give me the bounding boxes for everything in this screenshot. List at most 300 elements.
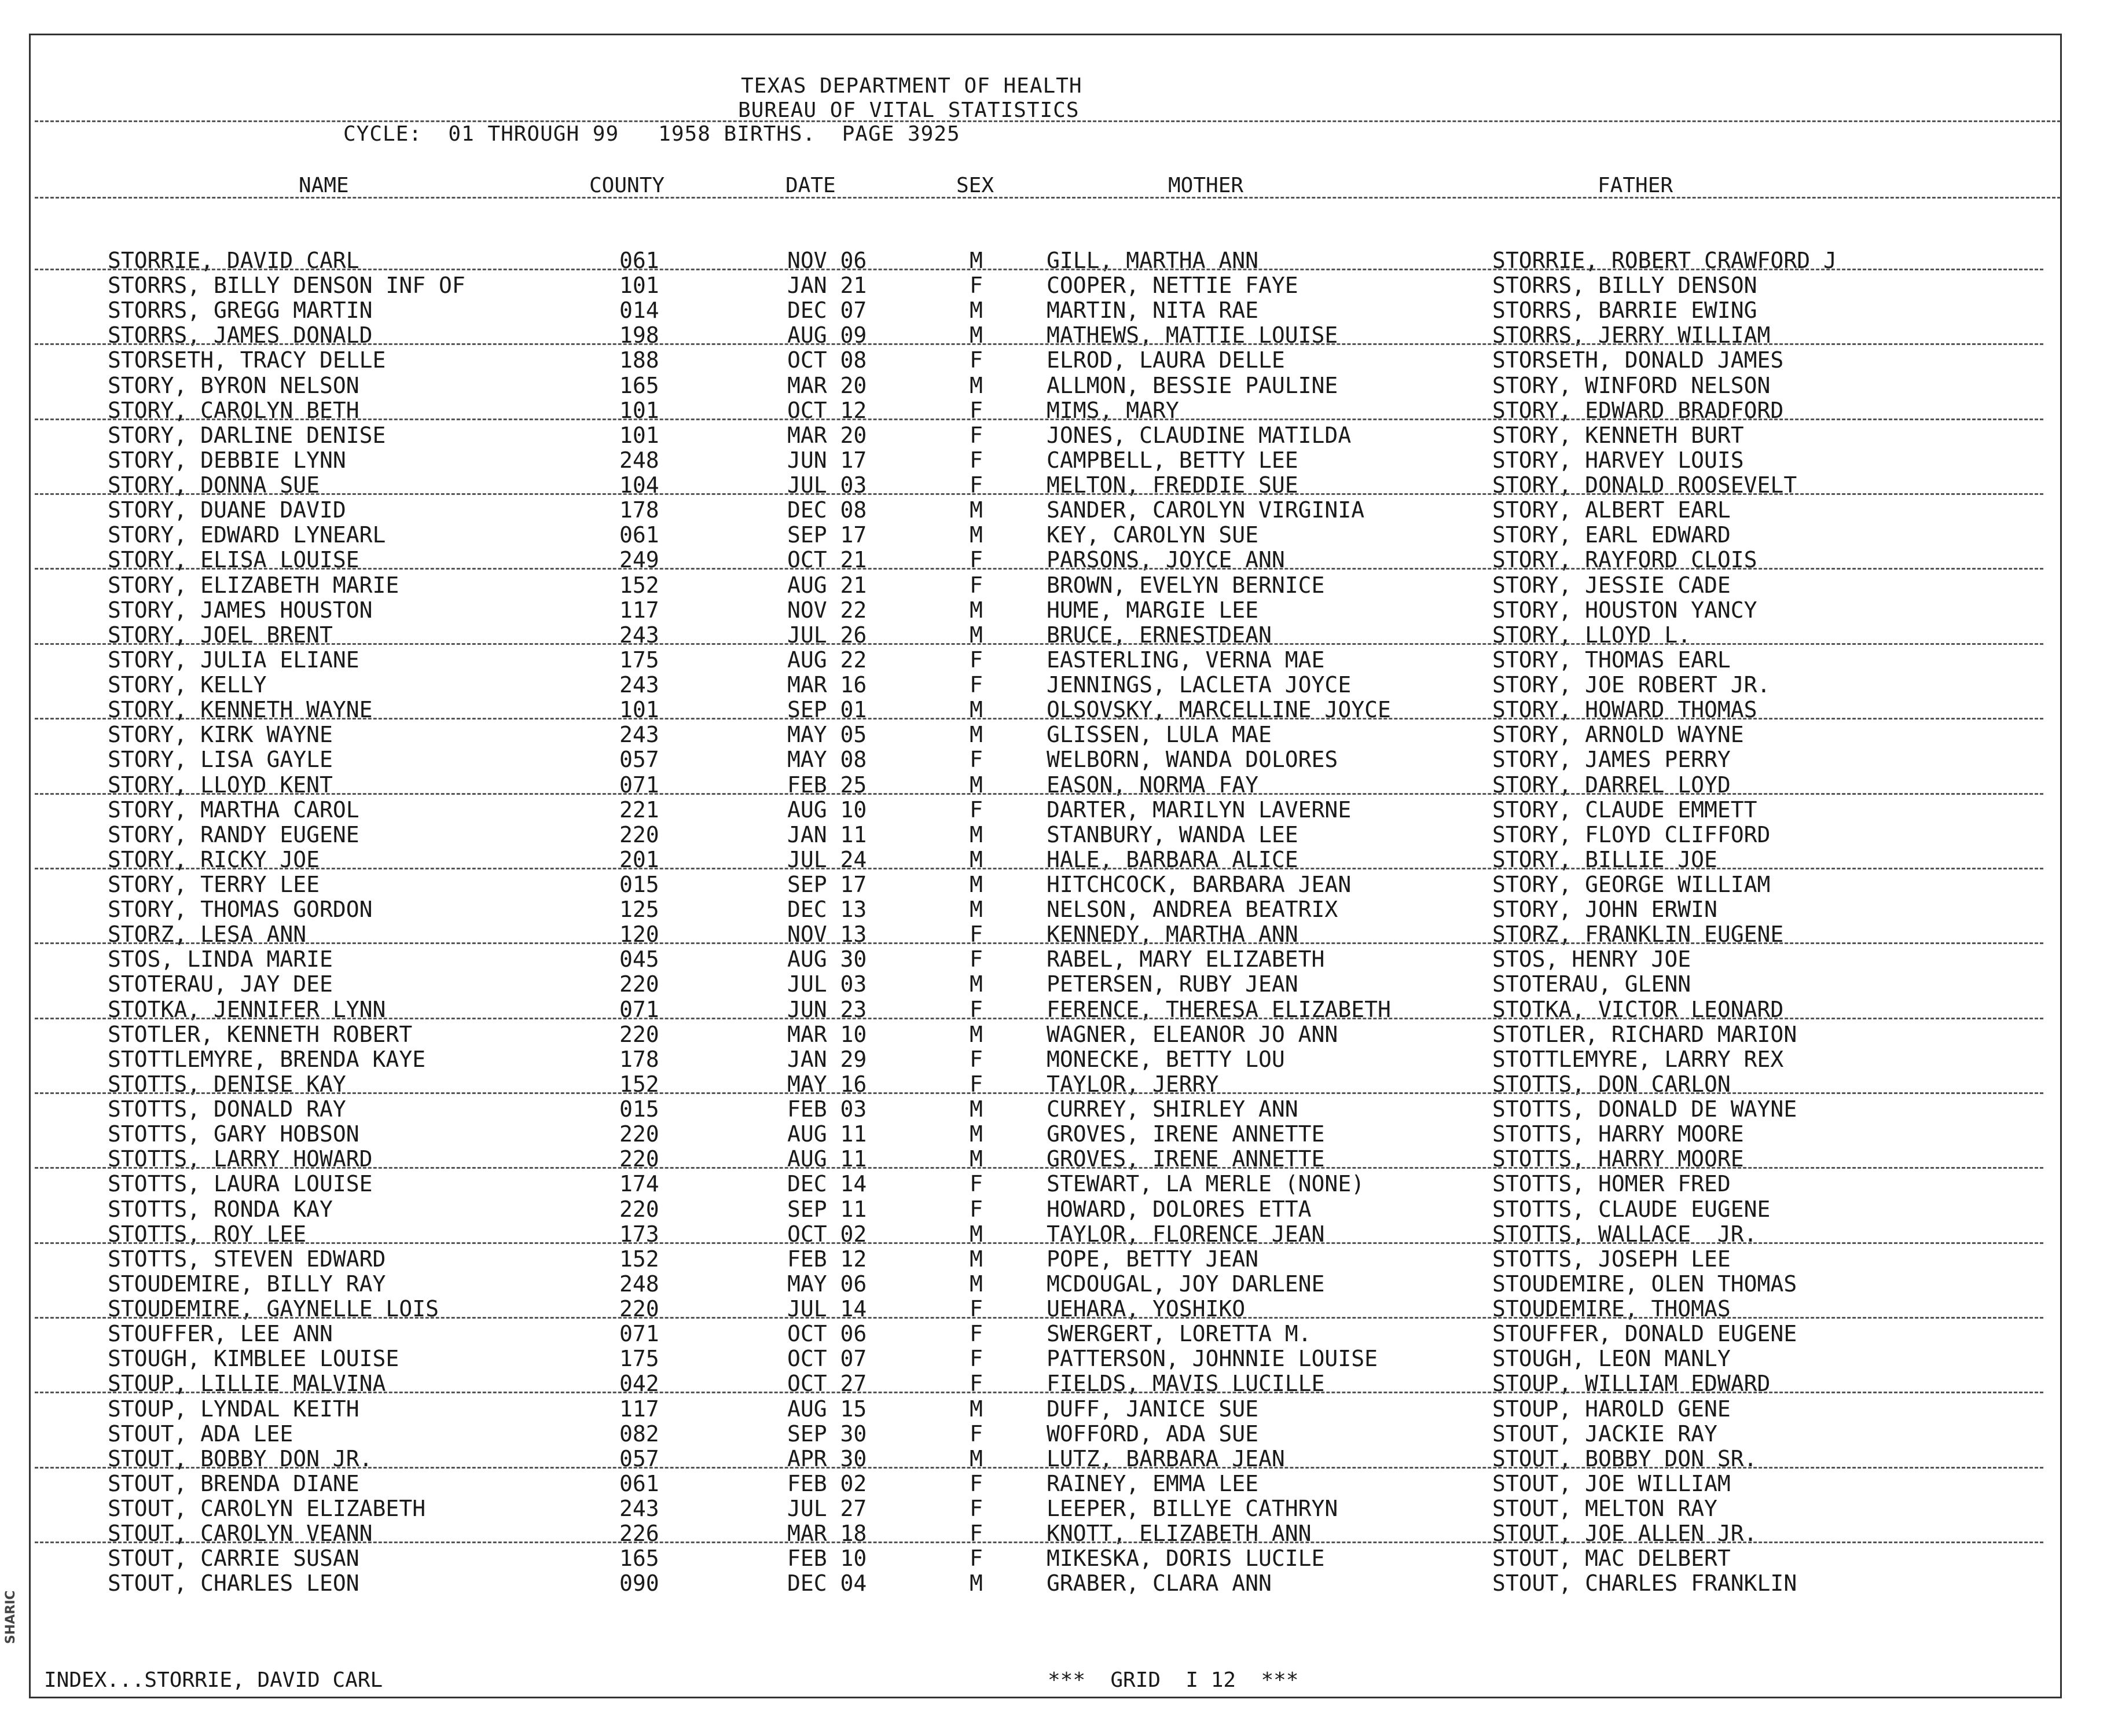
cell-name: STORY, RICKY JOE [108, 846, 320, 872]
cell-name: STOUT, CARRIE SUSAN [108, 1546, 359, 1572]
cell-date: FEB 10 [787, 1546, 867, 1572]
cell-sex: M [970, 622, 983, 648]
cell-name: STORY, ELIZABETH MARIE [108, 572, 399, 598]
cell-sex: F [970, 1371, 983, 1397]
cell-father: STOTTS, CLAUDE EUGENE [1492, 1196, 1771, 1222]
cell-sex: M [970, 846, 983, 872]
cell-county: 220 [619, 1146, 659, 1172]
cell-father: STORY, GEORGE WILLIAM [1492, 872, 1771, 897]
cell-father: STORY, THOMAS EARL [1492, 647, 1731, 673]
cell-father: STORY, KENNETH BURT [1492, 422, 1744, 448]
cell-sex: F [970, 1521, 983, 1547]
cell-mother: WELBORN, WANDA DOLORES [1047, 747, 1338, 773]
cell-county: 152 [619, 1246, 659, 1272]
cell-county: 198 [619, 322, 659, 348]
cell-date: JAN 21 [787, 273, 867, 299]
cell-date: SEP 30 [787, 1421, 867, 1447]
cell-sex: M [970, 872, 983, 897]
cell-father: STOUFFER, DONALD EUGENE [1492, 1321, 1797, 1347]
cell-date: OCT 07 [787, 1346, 867, 1372]
cell-father: STOUT, MAC DELBERT [1492, 1546, 1731, 1572]
cell-mother: JONES, CLAUDINE MATILDA [1047, 422, 1352, 448]
cell-county: 220 [619, 971, 659, 997]
cell-sex: F [970, 1470, 983, 1496]
cell-date: JUL 14 [787, 1296, 867, 1322]
cell-name: STORY, JOEL BRENT [108, 622, 333, 648]
cell-name: STORY, MARTHA CAROL [108, 797, 359, 823]
cell-sex: M [970, 722, 983, 748]
cell-mother: HUME, MARGIE LEE [1047, 597, 1259, 623]
cell-father: STOTTS, DON CARLON [1492, 1071, 1731, 1097]
cell-father: STOTTS, HARRY MOORE [1492, 1121, 1744, 1147]
cell-sex: F [970, 996, 983, 1022]
cell-mother: GROVES, IRENE ANNETTE [1047, 1146, 1325, 1172]
cell-date: NOV 06 [787, 248, 867, 273]
cell-sex: F [970, 572, 983, 598]
cell-sex: F [970, 946, 983, 972]
cell-father: STOTTS, JOSEPH LEE [1492, 1246, 1731, 1272]
cell-father: STORY, JOE ROBERT JR. [1492, 672, 1771, 698]
cell-name: STOUDEMIRE, BILLY RAY [108, 1271, 386, 1297]
cell-sex: M [970, 971, 983, 997]
cell-county: 090 [619, 1570, 659, 1596]
cell-name: STOUT, BRENDA DIANE [108, 1470, 359, 1496]
cell-name: STORRS, BILLY DENSON INF OF [108, 273, 465, 299]
cell-county: 057 [619, 1445, 659, 1471]
cell-name: STORY, TERRY LEE [108, 872, 320, 897]
cell-date: JUL 24 [787, 846, 867, 872]
cell-father: STORY, RAYFORD CLOIS [1492, 547, 1757, 573]
cell-name: STOTTS, LARRY HOWARD [108, 1146, 373, 1172]
cell-date: MAR 18 [787, 1521, 867, 1547]
cell-county: 061 [619, 248, 659, 273]
cell-name: STORRIE, DAVID CARL [108, 248, 359, 273]
cell-sex: M [970, 897, 983, 923]
cell-county: 014 [619, 298, 659, 324]
cell-father: STORY, JOHN ERWIN [1492, 897, 1717, 923]
cell-county: 174 [619, 1171, 659, 1197]
cell-date: JUL 26 [787, 622, 867, 648]
cell-mother: TAYLOR, JERRY [1047, 1071, 1219, 1097]
cell-mother: KNOTT, ELIZABETH ANN [1047, 1521, 1312, 1547]
cell-name: STORSETH, TRACY DELLE [108, 347, 386, 373]
cell-sex: F [970, 1171, 983, 1197]
cell-county: 101 [619, 273, 659, 299]
cell-date: DEC 07 [787, 298, 867, 324]
cell-father: STORRS, JERRY WILLIAM [1492, 322, 1771, 348]
cell-name: STORY, JAMES HOUSTON [108, 597, 373, 623]
cell-sex: M [970, 597, 983, 623]
cell-mother: STEWART, LA MERLE (NONE) [1047, 1171, 1365, 1197]
cell-mother: PARSONS, JOYCE ANN [1047, 547, 1285, 573]
cell-date: NOV 13 [787, 922, 867, 948]
cell-date: AUG 11 [787, 1146, 867, 1172]
cell-name: STORY, EDWARD LYNEARL [108, 522, 386, 548]
cell-mother: MARTIN, NITA RAE [1047, 298, 1259, 324]
cell-county: 125 [619, 897, 659, 923]
cell-mother: DARTER, MARILYN LAVERNE [1047, 797, 1352, 823]
cell-date: OCT 06 [787, 1321, 867, 1347]
cell-mother: BRUCE, ERNESTDEAN [1047, 622, 1272, 648]
cell-father: STOTTLEMYRE, LARRY REX [1492, 1046, 1784, 1072]
cell-mother: HALE, BARBARA ALICE [1047, 846, 1298, 872]
cell-date: AUG 10 [787, 797, 867, 823]
cell-name: STORY, BYRON NELSON [108, 372, 359, 398]
cell-name: STORY, CAROLYN BETH [108, 397, 359, 423]
cell-county: 178 [619, 497, 659, 523]
cell-father: STOTTS, HARRY MOORE [1492, 1146, 1744, 1172]
cell-mother: SANDER, CAROLYN VIRGINIA [1047, 497, 1365, 523]
cell-father: STORY, CLAUDE EMMETT [1492, 797, 1757, 823]
cell-county: 104 [619, 472, 659, 498]
cell-mother: EASON, NORMA FAY [1047, 772, 1259, 798]
cell-sex: M [970, 821, 983, 847]
col-header-mother: MOTHER [1168, 174, 1244, 197]
cell-county: 221 [619, 797, 659, 823]
cell-father: STOUT, CHARLES FRANKLIN [1492, 1570, 1797, 1596]
header-line-2: BUREAU OF VITAL STATISTICS [738, 98, 1080, 122]
cell-name: STOUP, LILLIE MALVINA [108, 1371, 386, 1397]
cell-mother: HITCHCOCK, BARBARA JEAN [1047, 872, 1352, 897]
cell-sex: M [970, 248, 983, 273]
cell-father: STORY, LLOYD L. [1492, 622, 1691, 648]
cell-date: MAR 16 [787, 672, 867, 698]
cell-date: AUG 15 [787, 1396, 867, 1422]
cell-sex: M [970, 697, 983, 723]
cell-mother: MIMS, MARY [1047, 397, 1179, 423]
cell-mother: KEY, CAROLYN SUE [1047, 522, 1259, 548]
cell-name: STORRS, GREGG MARTIN [108, 298, 373, 324]
cell-mother: STANBURY, WANDA LEE [1047, 821, 1298, 847]
cell-mother: LEEPER, BILLYE CATHRYN [1047, 1496, 1338, 1521]
cell-county: 243 [619, 622, 659, 648]
cell-name: STOTTS, ROY LEE [108, 1221, 307, 1247]
cell-sex: F [970, 422, 983, 448]
cell-mother: BROWN, EVELYN BERNICE [1047, 572, 1325, 598]
cell-father: STOUP, WILLIAM EDWARD [1492, 1371, 1771, 1397]
cell-county: 220 [619, 1296, 659, 1322]
cell-date: AUG 09 [787, 322, 867, 348]
cell-date: JUL 03 [787, 971, 867, 997]
cell-father: STORY, EARL EDWARD [1492, 522, 1731, 548]
cell-mother: WAGNER, ELEANOR JO ANN [1047, 1021, 1338, 1047]
cell-county: 015 [619, 1096, 659, 1122]
cell-father: STORY, FLOYD CLIFFORD [1492, 821, 1771, 847]
cell-sex: M [970, 1021, 983, 1047]
cell-date: JUL 03 [787, 472, 867, 498]
cell-father: STORY, DARREL LOYD [1492, 772, 1731, 798]
cell-county: 045 [619, 946, 659, 972]
cell-date: JAN 11 [787, 821, 867, 847]
cell-name: STORY, KIRK WAYNE [108, 722, 333, 748]
cell-sex: F [970, 1321, 983, 1347]
cell-county: 071 [619, 772, 659, 798]
header-rule [35, 120, 2061, 122]
cell-date: SEP 11 [787, 1196, 867, 1222]
cell-name: STOUT, CHARLES LEON [108, 1570, 359, 1596]
cell-name: STORY, JULIA ELIANE [108, 647, 359, 673]
cell-mother: MONECKE, BETTY LOU [1047, 1046, 1285, 1072]
cell-father: STOTERAU, GLENN [1492, 971, 1691, 997]
cell-sex: F [970, 1346, 983, 1372]
cell-date: MAR 10 [787, 1021, 867, 1047]
cell-county: 117 [619, 597, 659, 623]
cell-mother: POPE, BETTY JEAN [1047, 1246, 1259, 1272]
cell-sex: F [970, 547, 983, 573]
cell-mother: GRABER, CLARA ANN [1047, 1570, 1272, 1596]
cell-mother: HOWARD, DOLORES ETTA [1047, 1196, 1312, 1222]
cell-mother: EASTERLING, VERNA MAE [1047, 647, 1325, 673]
cell-sex: M [970, 322, 983, 348]
cell-sex: M [970, 1146, 983, 1172]
cell-father: STOUP, HAROLD GENE [1492, 1396, 1731, 1422]
cell-name: STOTTS, STEVEN EDWARD [108, 1246, 386, 1272]
cell-sex: F [970, 1196, 983, 1222]
cell-sex: M [970, 1445, 983, 1471]
cell-date: DEC 13 [787, 897, 867, 923]
cell-date: MAR 20 [787, 372, 867, 398]
cell-county: 071 [619, 1321, 659, 1347]
cell-date: DEC 08 [787, 497, 867, 523]
cell-county: 175 [619, 1346, 659, 1372]
cell-father: STORZ, FRANKLIN EUGENE [1492, 922, 1784, 948]
cell-sex: M [970, 772, 983, 798]
cell-name: STOS, LINDA MARIE [108, 946, 333, 972]
cell-date: JUN 23 [787, 996, 867, 1022]
cell-county: 201 [619, 846, 659, 872]
cell-mother: RAINEY, EMMA LEE [1047, 1470, 1259, 1496]
cell-mother: MELTON, FREDDIE SUE [1047, 472, 1298, 498]
cell-date: SEP 17 [787, 872, 867, 897]
cell-county: 101 [619, 697, 659, 723]
cell-date: JUL 27 [787, 1496, 867, 1521]
cell-father: STORY, ARNOLD WAYNE [1492, 722, 1744, 748]
cell-name: STOUT, BOBBY DON JR. [108, 1445, 373, 1471]
cell-county: 220 [619, 821, 659, 847]
cell-county: 165 [619, 372, 659, 398]
cell-mother: OLSOVSKY, MARCELLINE JOYCE [1047, 697, 1391, 723]
cell-name: STORY, RANDY EUGENE [108, 821, 359, 847]
cell-sex: F [970, 922, 983, 948]
cell-name: STOUDEMIRE, GAYNELLE LOIS [108, 1296, 439, 1322]
cell-county: 082 [619, 1421, 659, 1447]
footer-index: INDEX...STORRIE, DAVID CARL [44, 1668, 383, 1692]
cell-name: STOTTS, GARY HOBSON [108, 1121, 359, 1147]
cell-name: STORZ, LESA ANN [108, 922, 307, 948]
cell-sex: M [970, 298, 983, 324]
cell-county: 120 [619, 922, 659, 948]
cell-sex: F [970, 1046, 983, 1072]
cell-date: AUG 22 [787, 647, 867, 673]
cell-mother: PATTERSON, JOHNNIE LOUISE [1047, 1346, 1378, 1372]
cell-name: STOTTLEMYRE, BRENDA KAYE [108, 1046, 426, 1072]
cell-date: MAY 05 [787, 722, 867, 748]
cell-name: STORY, THOMAS GORDON [108, 897, 373, 923]
cell-sex: F [970, 1296, 983, 1322]
cell-county: 188 [619, 347, 659, 373]
cell-name: STORRS, JAMES DONALD [108, 322, 373, 348]
cell-county: 152 [619, 572, 659, 598]
cell-father: STOUDEMIRE, OLEN THOMAS [1492, 1271, 1797, 1297]
cell-father: STORRS, BARRIE EWING [1492, 298, 1757, 324]
cell-county: 243 [619, 722, 659, 748]
cell-mother: GLISSEN, LULA MAE [1047, 722, 1272, 748]
cell-sex: M [970, 372, 983, 398]
cell-sex: F [970, 397, 983, 423]
cell-mother: PETERSEN, RUBY JEAN [1047, 971, 1298, 997]
cell-father: STORY, DONALD ROOSEVELT [1492, 472, 1797, 498]
cell-mother: ALLMON, BESSIE PAULINE [1047, 372, 1338, 398]
col-header-sex: SEX [956, 174, 994, 197]
cell-father: STOTTS, HOMER FRED [1492, 1171, 1731, 1197]
cell-sex: M [970, 1396, 983, 1422]
cell-name: STOTTS, LAURA LOUISE [108, 1171, 373, 1197]
cell-date: AUG 11 [787, 1121, 867, 1147]
cell-date: NOV 22 [787, 597, 867, 623]
cell-date: FEB 02 [787, 1470, 867, 1496]
cell-name: STORY, DONNA SUE [108, 472, 320, 498]
cell-father: STOUT, JOE ALLEN JR. [1492, 1521, 1757, 1547]
cell-county: 175 [619, 647, 659, 673]
cell-mother: SWERGERT, LORETTA M. [1047, 1321, 1312, 1347]
cell-date: AUG 21 [787, 572, 867, 598]
cell-father: STOUT, JOE WILLIAM [1492, 1470, 1731, 1496]
cell-mother: GILL, MARTHA ANN [1047, 248, 1259, 273]
cell-father: STORRIE, ROBERT CRAWFORD J [1492, 248, 1837, 273]
cell-father: STOTTS, DONALD DE WAYNE [1492, 1096, 1797, 1122]
cell-date: FEB 12 [787, 1246, 867, 1272]
cell-date: JAN 29 [787, 1046, 867, 1072]
cell-mother: WOFFORD, ADA SUE [1047, 1421, 1259, 1447]
cell-father: STOS, HENRY JOE [1492, 946, 1691, 972]
col-header-name: NAME [299, 174, 349, 197]
cell-name: STOTLER, KENNETH ROBERT [108, 1021, 413, 1047]
cell-sex: F [970, 1546, 983, 1572]
cell-sex: M [970, 1121, 983, 1147]
cell-name: STOTKA, JENNIFER LYNN [108, 996, 386, 1022]
cell-father: STOTTS, WALLACE JR. [1492, 1221, 1757, 1247]
header-line-1: TEXAS DEPARTMENT OF HEALTH [741, 74, 1082, 98]
cell-sex: F [970, 647, 983, 673]
col-header-father: FATHER [1598, 174, 1673, 197]
cell-sex: F [970, 273, 983, 299]
cell-mother: CAMPBELL, BETTY LEE [1047, 447, 1298, 473]
cell-date: FEB 03 [787, 1096, 867, 1122]
cell-name: STORY, DARLINE DENISE [108, 422, 386, 448]
cell-mother: NELSON, ANDREA BEATRIX [1047, 897, 1338, 923]
header-line-3: CYCLE: 01 THROUGH 99 1958 BIRTHS. PAGE 3925 [343, 122, 960, 146]
cell-date: AUG 30 [787, 946, 867, 972]
cell-date: OCT 27 [787, 1371, 867, 1397]
side-label: SHARIC [3, 1590, 18, 1644]
cell-date: MAY 06 [787, 1271, 867, 1297]
cell-father: STOUT, MELTON RAY [1492, 1496, 1717, 1521]
cell-mother: MATHEWS, MATTIE LOUISE [1047, 322, 1338, 348]
cell-county: 249 [619, 547, 659, 573]
cell-county: 061 [619, 522, 659, 548]
cell-date: FEB 25 [787, 772, 867, 798]
cell-mother: MIKESKA, DORIS LUCILE [1047, 1546, 1325, 1572]
cell-county: 071 [619, 996, 659, 1022]
cell-sex: F [970, 1421, 983, 1447]
cell-date: JUN 17 [787, 447, 867, 473]
cell-sex: M [970, 1570, 983, 1596]
cell-date: MAY 16 [787, 1071, 867, 1097]
cell-sex: M [970, 522, 983, 548]
cell-name: STOUGH, KIMBLEE LOUISE [108, 1346, 399, 1372]
cell-father: STORY, HARVEY LOUIS [1492, 447, 1744, 473]
cell-county: 015 [619, 872, 659, 897]
cell-father: STORY, HOWARD THOMAS [1492, 697, 1757, 723]
cell-name: STOUP, LYNDAL KEITH [108, 1396, 359, 1422]
cell-father: STORY, JAMES PERRY [1492, 747, 1731, 773]
cell-father: STORY, HOUSTON YANCY [1492, 597, 1757, 623]
cell-mother: CURREY, SHIRLEY ANN [1047, 1096, 1298, 1122]
cell-county: 042 [619, 1371, 659, 1397]
cell-name: STOTERAU, JAY DEE [108, 971, 333, 997]
cell-sex: F [970, 347, 983, 373]
cell-sex: M [970, 1221, 983, 1247]
cell-sex: M [970, 497, 983, 523]
cell-name: STORY, DEBBIE LYNN [108, 447, 346, 473]
cell-county: 248 [619, 447, 659, 473]
cell-sex: F [970, 672, 983, 698]
cell-name: STOUT, CAROLYN VEANN [108, 1521, 373, 1547]
cell-county: 243 [619, 1496, 659, 1521]
footer-grid: *** GRID I 12 *** [1048, 1668, 1299, 1692]
cell-mother: ELROD, LAURA DELLE [1047, 347, 1285, 373]
cell-county: 220 [619, 1021, 659, 1047]
col-header-county: COUNTY [589, 174, 665, 197]
cell-name: STOUFFER, LEE ANN [108, 1321, 333, 1347]
cell-father: STOUT, BOBBY DON SR. [1492, 1445, 1757, 1471]
cell-father: STOTKA, VICTOR LEONARD [1492, 996, 1784, 1022]
cell-date: DEC 04 [787, 1570, 867, 1596]
cell-father: STORRS, BILLY DENSON [1492, 273, 1757, 299]
cell-name: STORY, ELISA LOUISE [108, 547, 359, 573]
cell-mother: TAYLOR, FLORENCE JEAN [1047, 1221, 1325, 1247]
cell-date: MAR 20 [787, 422, 867, 448]
cell-date: OCT 12 [787, 397, 867, 423]
cell-sex: M [970, 1246, 983, 1272]
cell-sex: F [970, 797, 983, 823]
cell-name: STOUT, ADA LEE [108, 1421, 293, 1447]
cell-date: MAY 08 [787, 747, 867, 773]
cell-date: SEP 17 [787, 522, 867, 548]
cell-father: STORY, EDWARD BRADFORD [1492, 397, 1784, 423]
cell-date: DEC 14 [787, 1171, 867, 1197]
cell-mother: GROVES, IRENE ANNETTE [1047, 1121, 1325, 1147]
cell-mother: RABEL, MARY ELIZABETH [1047, 946, 1325, 972]
cell-county: 248 [619, 1271, 659, 1297]
column-header-rule [35, 197, 2061, 199]
cell-sex: F [970, 747, 983, 773]
cell-mother: COOPER, NETTIE FAYE [1047, 273, 1298, 299]
cell-sex: M [970, 1271, 983, 1297]
cell-name: STOUT, CAROLYN ELIZABETH [108, 1496, 426, 1521]
cell-county: 061 [619, 1470, 659, 1496]
cell-mother: DUFF, JANICE SUE [1047, 1396, 1259, 1422]
cell-father: STORY, JESSIE CADE [1492, 572, 1731, 598]
cell-name: STOTTS, DENISE KAY [108, 1071, 346, 1097]
cell-county: 243 [619, 672, 659, 698]
cell-mother: LUTZ, BARBARA JEAN [1047, 1445, 1285, 1471]
cell-county: 220 [619, 1121, 659, 1147]
cell-county: 101 [619, 422, 659, 448]
cell-father: STORSETH, DONALD JAMES [1492, 347, 1784, 373]
cell-county: 117 [619, 1396, 659, 1422]
cell-date: SEP 01 [787, 697, 867, 723]
